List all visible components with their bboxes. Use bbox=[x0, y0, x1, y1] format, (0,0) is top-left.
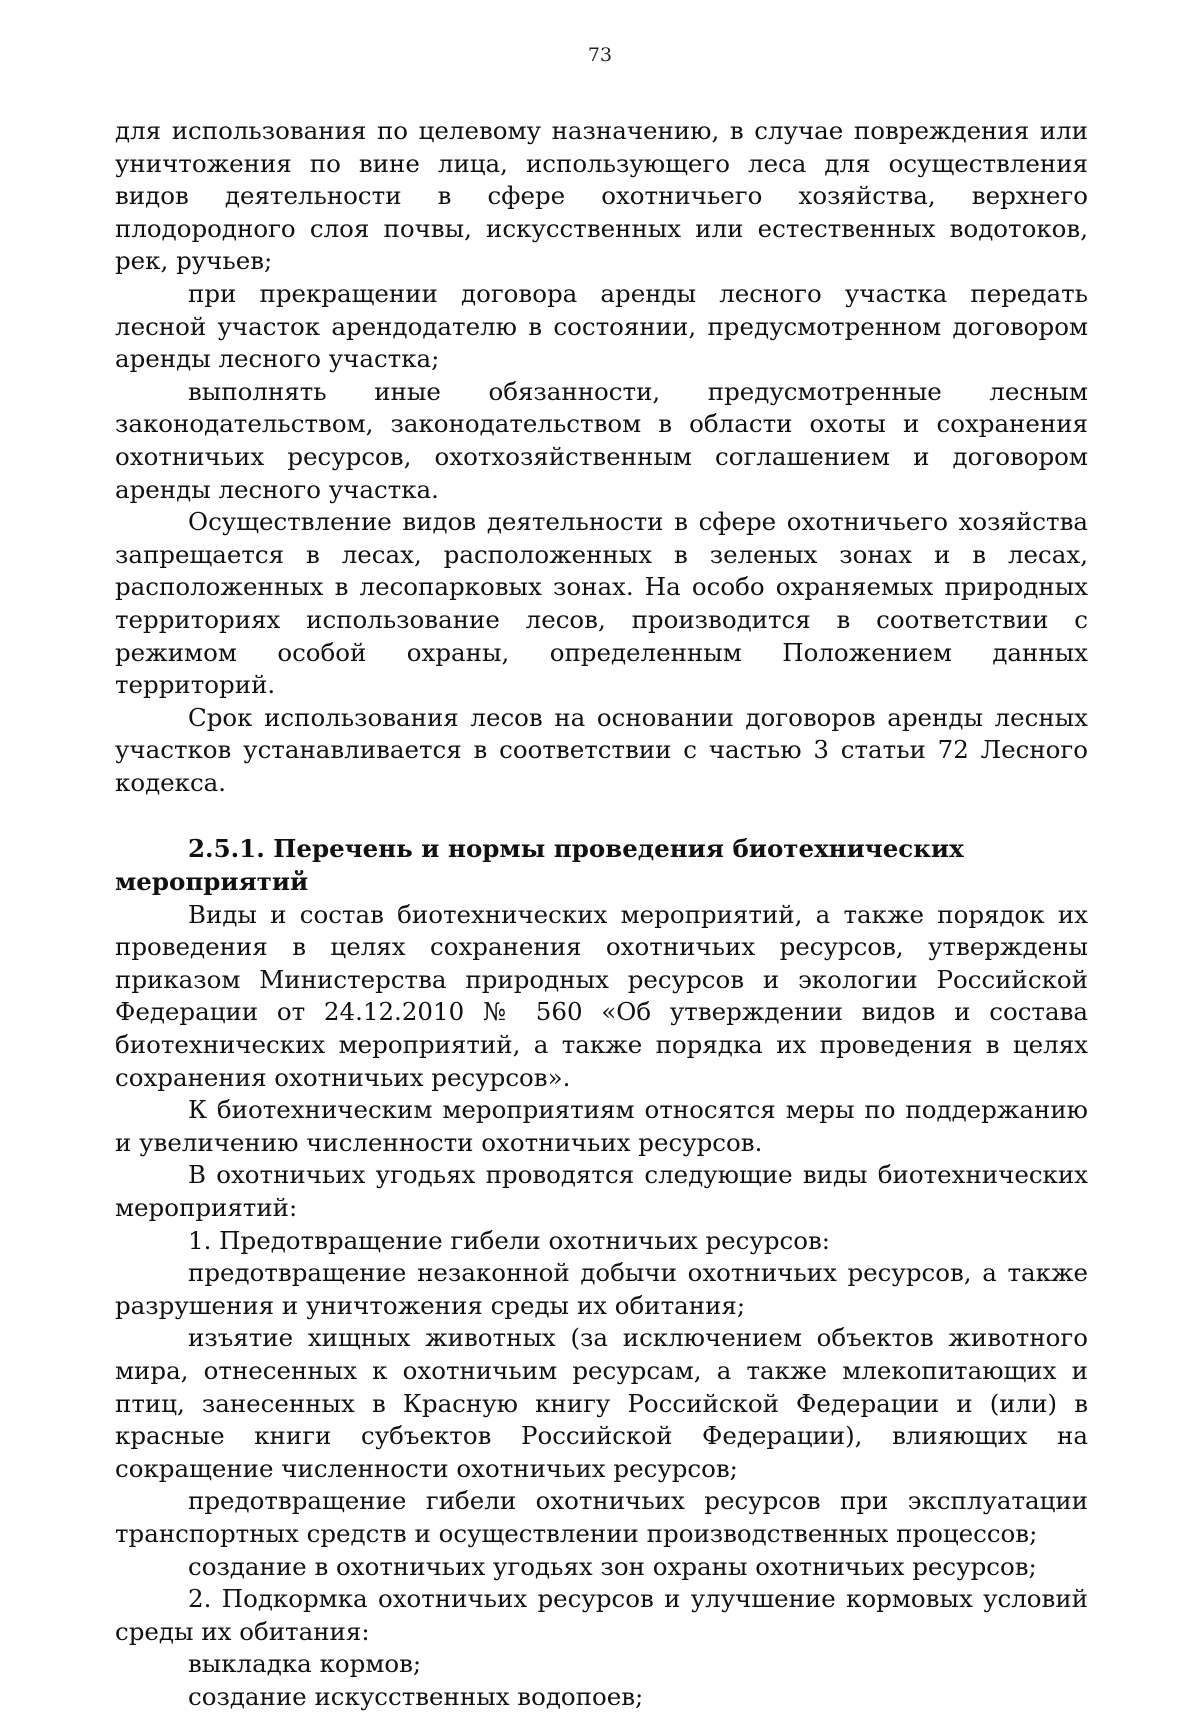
list-item-protection-zones: создание в охотничьих угодьях зон охраны охотничьих ресурсов; bbox=[188, 1551, 1037, 1581]
list-heading-prevention: 1. Предотвращение гибели охотничьих ресурсов: bbox=[188, 1225, 831, 1255]
paragraph-types-and-composition: Виды и состав биотехнических мероприятий, а также порядок их проведения в целях сохранения охотничьих ресурсов, утверждены приказом Министерства природных ресурсов и экологии Российской Федерации от 24.12.2010 № 560 «Об утверждении видов и состава биотехнических мероприятий, а также порядка их проведения в целях сохранения охотничьих ресурсов». bbox=[115, 899, 1088, 1092]
paragraph-other-obligations: выполнять иные обязанности, предусмотренные лесным законодательством, законодательством в области охоты и сохранения охотничьих ресурсов, охотхозяйственным соглашением и договором аренды лесного участка. bbox=[115, 376, 1088, 504]
paragraph-continued: для использования по целевому назначению, в случае повреждения или уничтожения по вине лица, использующего леса для осуществления видов деятельности в сфере охотничьего хозяйства, верхнего плодородного слоя почвы, искусственных или естественных водотоков, рек, ручьев; bbox=[115, 116, 1088, 276]
paragraph-prohibited-zones: Осуществление видов деятельности в сфере охотничьего хозяйства запрещается в лесах, расположенных в зеленых зонах и в лесах, расположенных в лесопарковых зонах. На особо охраняемых природных территориях использование лесов, производится в соответствии с режимом особой охраны, определенным Положением данных территорий. bbox=[115, 507, 1088, 700]
section-heading: 2.5.1. Перечень и нормы проведения биотехнических мероприятий bbox=[115, 834, 964, 897]
list-heading-feeding: 2. Подкормка охотничьих ресурсов и улучшение кормовых условий среды их обитания: bbox=[115, 1584, 1088, 1646]
paragraph-measures-intro: В охотничьих угодьях проводятся следующие виды биотехнических мероприятий: bbox=[115, 1160, 1088, 1222]
list-item-transport-protection: предотвращение гибели охотничьих ресурсов при эксплуатации транспортных средств и осуществлении производственных процессов; bbox=[115, 1486, 1088, 1548]
list-item-illegal-hunting: предотвращение незаконной добычи охотничьих ресурсов, а также разрушения и уничтожения среды их обитания; bbox=[115, 1258, 1088, 1320]
list-item-feed-laying: выкладка кормов; bbox=[188, 1649, 422, 1679]
page-number: 73 bbox=[587, 44, 613, 66]
list-item-predator-removal: изъятие хищных животных (за исключением объектов животного мира, отнесенных к охотничьим ресурсам, а также млекопитающих и птиц, занесенных в Красную книгу Российской Федерации и (или) в красные книги субъектов Российской Федерации), влияющих на сокращение численности охотничьих ресурсов; bbox=[115, 1323, 1088, 1483]
paragraph-lease-termination: при прекращении договора аренды лесного участка передать лесной участок арендодателю в состоянии, предусмотренном договором аренды лесного участка; bbox=[115, 278, 1088, 374]
list-item-watering-places: создание искусственных водопоев; bbox=[188, 1681, 644, 1711]
paragraph-lease-term: Срок использования лесов на основании договоров аренды лесных участков устанавливается в соответствии с частью 3 статьи 72 Лесного кодекса. bbox=[115, 702, 1088, 797]
paragraph-biotech-definition: К биотехническим мероприятиям относятся меры по поддержанию и увеличению численности охотничьих ресурсов. bbox=[115, 1095, 1088, 1157]
document-body bbox=[115, 115, 1088, 1714]
